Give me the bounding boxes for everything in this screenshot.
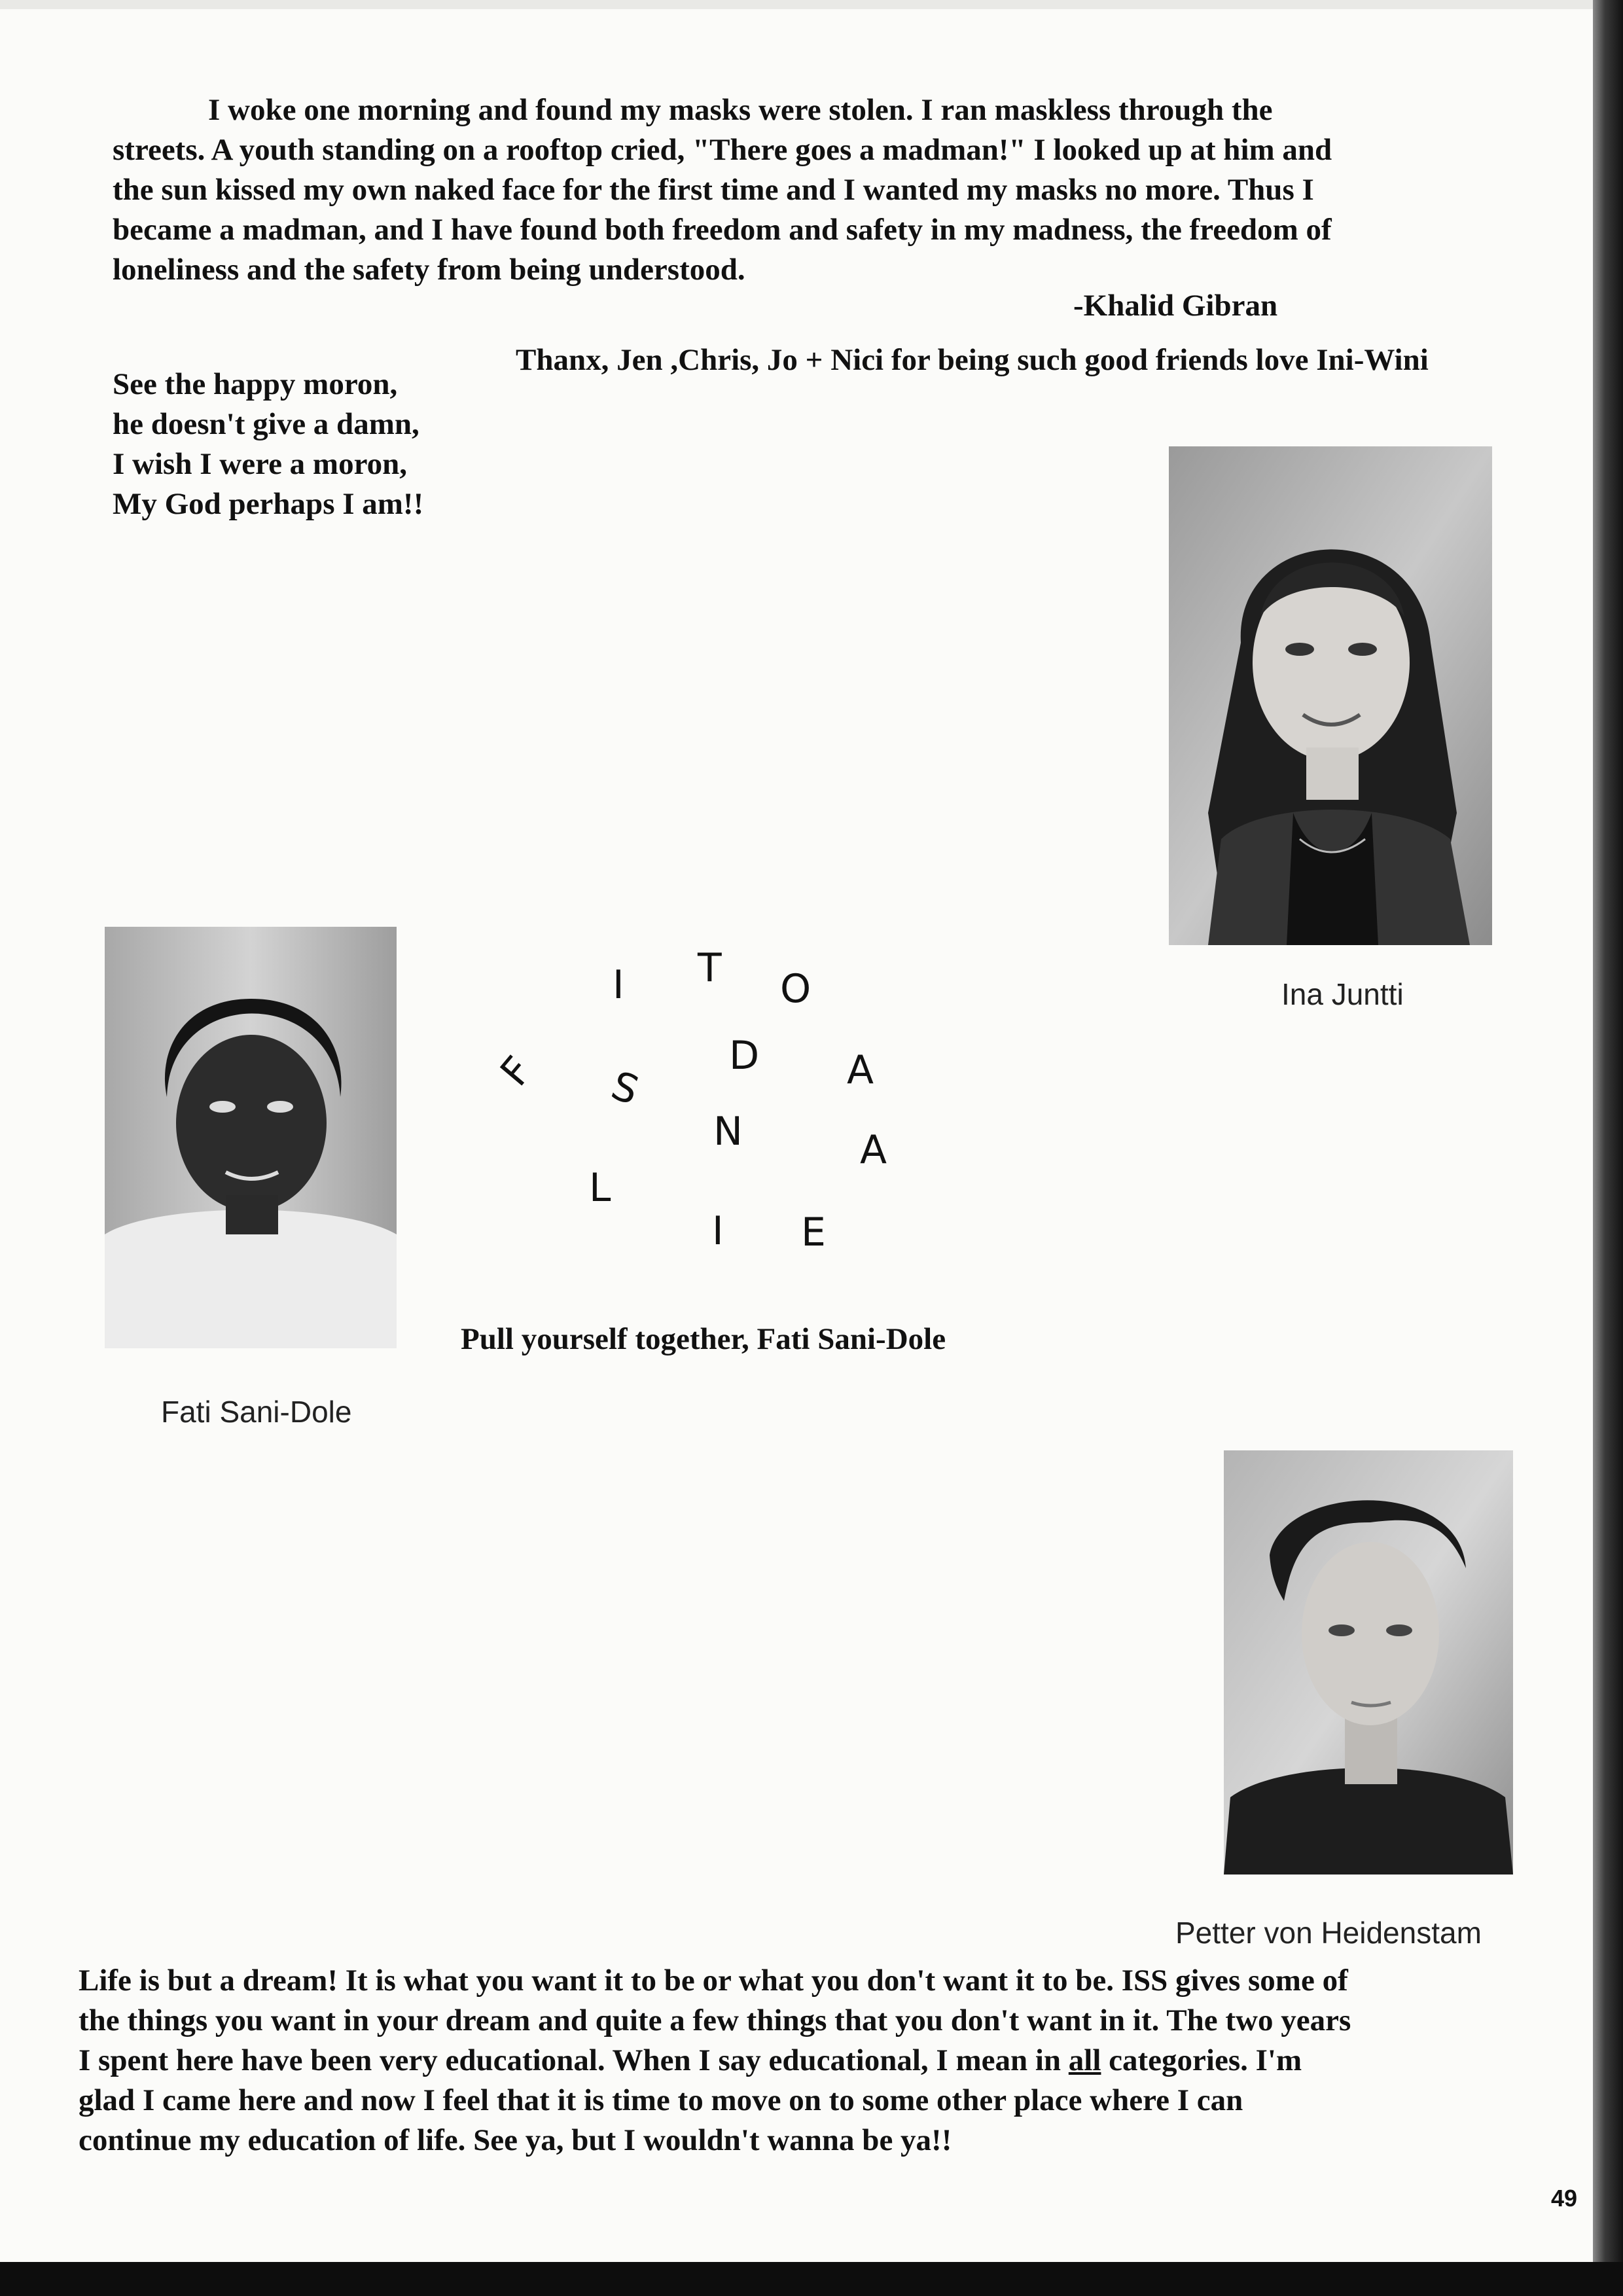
farewell-text-end: categories. I'm glad I came here and now I feel that it is time to move on to some other place where I can continue my education of life. See ya, but I wouldn't wanna be ya!!	[79, 2043, 1302, 2157]
quote-text: I woke one morning and found my masks were stolen. I ran maskless through the streets. A youth standing on a rooftop cried, "There goes a madman!" I looked up at him and the sun kissed my own naked face for the first time and I wanted my masks no more. Thus I became a madman, and I have found both freedom and safety in my madness, the freedom of loneliness and the safety from being understood.	[113, 93, 1332, 287]
poem	[113, 365, 423, 524]
thanks-note: Thanx, Jen ,Chris, Jo + Nici for being such good friends love Ini-Wini	[516, 343, 1429, 377]
poem-line: I wish I were a moron,	[113, 447, 407, 481]
portrait-image	[105, 927, 397, 1348]
portrait-image	[1224, 1450, 1513, 1874]
pull-together-note: Pull yourself together, Fati Sani-Dole	[461, 1322, 946, 1356]
scattered-letter: A	[847, 1047, 874, 1093]
scattered-letter: I	[712, 1208, 724, 1254]
page-top-edge	[0, 0, 1593, 9]
page-binding-edge	[1593, 0, 1623, 2296]
poem-line: he doesn't give a damn,	[113, 407, 419, 441]
photo-caption: Ina Juntti	[1281, 977, 1404, 1011]
scattered-letter: N	[713, 1109, 743, 1155]
page-bottom-edge	[0, 2262, 1623, 2296]
scattered-letter: T	[698, 945, 722, 991]
page-number: 49	[1551, 2185, 1578, 2212]
scattered-letter: O	[780, 966, 812, 1012]
farewell-text-start: Life is but a dream! It is what you want it to be or what you don't want it to be. ISS gives some of the things you want in your dream and quite a few things that you don't want in it. The two years I spent here have been very educational. When I say educational, I mean in	[79, 1964, 1351, 2077]
portrait-photo-fati	[105, 927, 397, 1348]
gibran-quote	[113, 90, 1369, 290]
scattered-letter: S	[605, 1062, 645, 1115]
poem-line: My God perhaps I am!!	[113, 487, 424, 521]
poem-line: See the happy moron,	[113, 367, 398, 401]
scattered-letter: E	[801, 1210, 826, 1255]
scattered-letters	[484, 929, 929, 1270]
scattered-letter: D	[729, 1033, 760, 1079]
quote-attribution: -Khalid Gibran	[1073, 289, 1278, 323]
portrait-photo-ina	[1169, 446, 1492, 945]
scattered-letter: I	[613, 962, 624, 1008]
scattered-letter: L	[589, 1165, 611, 1211]
scattered-letter: A	[860, 1127, 887, 1173]
portrait-image	[1169, 446, 1492, 945]
scattered-letter: F	[491, 1048, 542, 1095]
portrait-photo-petter	[1224, 1450, 1513, 1874]
photo-caption: Fati Sani-Dole	[161, 1395, 352, 1429]
farewell-paragraph	[79, 1961, 1361, 2161]
photo-caption: Petter von Heidenstam	[1175, 1916, 1482, 1950]
farewell-message	[79, 1961, 1361, 2161]
farewell-emphasis: all	[1068, 2043, 1101, 2077]
